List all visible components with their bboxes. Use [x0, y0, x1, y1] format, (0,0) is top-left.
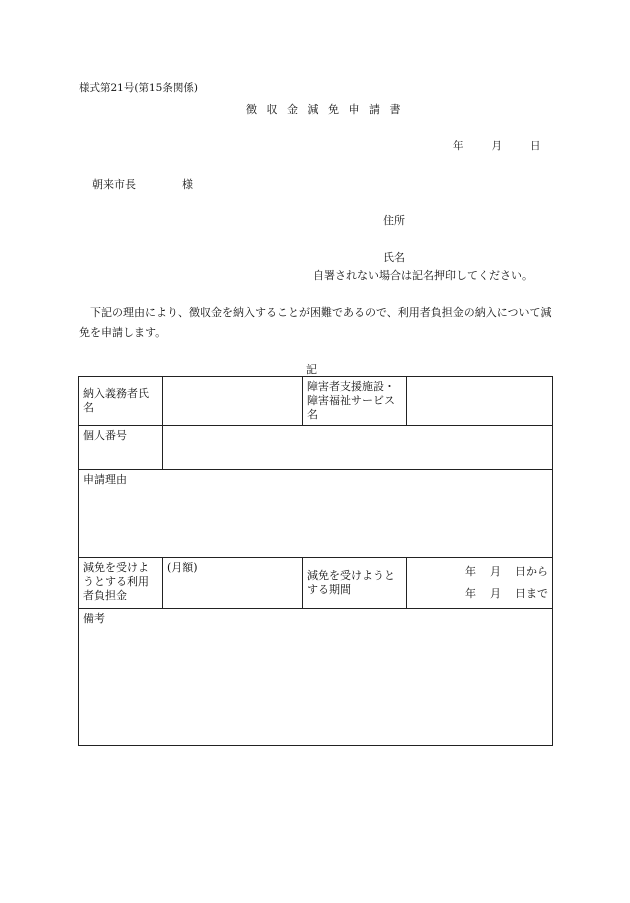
application-form-table [78, 376, 553, 746]
payer-name-label: 納入義務者氏名 [79, 377, 163, 426]
date-line [453, 138, 541, 153]
table-row [79, 470, 553, 558]
date-month: 月 [491, 140, 502, 152]
date-year: 年 [453, 140, 464, 152]
form-number: 様式第21号(第15条関係) [79, 82, 198, 94]
monthly-amount-field[interactable] [163, 558, 303, 609]
signature-note: 自署されない場合は記名押印してください。 [313, 269, 533, 282]
table-row [79, 426, 553, 470]
period-from: 年 月 日から [465, 565, 548, 578]
name-label: 氏名 [383, 251, 405, 264]
reason-label: 申請理由 [83, 473, 127, 486]
facility-field[interactable] [407, 377, 553, 426]
remarks-field[interactable] [79, 609, 553, 746]
exemption-period-label: 減免を受けようとする期間 [303, 558, 407, 609]
remarks-label: 備考 [83, 612, 105, 625]
addressee-name: 朝来市長 [92, 178, 136, 191]
table-row [79, 377, 553, 426]
address-label: 住所 [383, 214, 405, 227]
monthly-amount-label: (月額) [167, 561, 198, 574]
period-to: 年 月 日まで [465, 587, 548, 600]
exemption-amount-label: 減免を受けようとする利用者負担金 [79, 558, 163, 609]
table-row [79, 558, 553, 609]
document-title: 徴 収 金 減 免 申 請 書 [246, 103, 404, 116]
exemption-period-field[interactable] [407, 558, 553, 609]
application-statement: 下記の理由により、徴収金を納入することが困難であるので、利用者負担金の納入について減免を申請します。 [79, 306, 552, 339]
addressee [92, 176, 193, 192]
ki-marker: 記 [306, 363, 317, 376]
facility-label: 障害者支援施設・障害福祉サービス名 [303, 377, 407, 426]
addressee-honorific: 様 [182, 178, 193, 191]
date-day: 日 [530, 140, 541, 152]
reason-field[interactable] [79, 470, 553, 558]
personal-number-label: 個人番号 [79, 426, 163, 470]
table-row [79, 609, 553, 746]
payer-name-field[interactable] [163, 377, 303, 426]
personal-number-field[interactable] [163, 426, 553, 470]
